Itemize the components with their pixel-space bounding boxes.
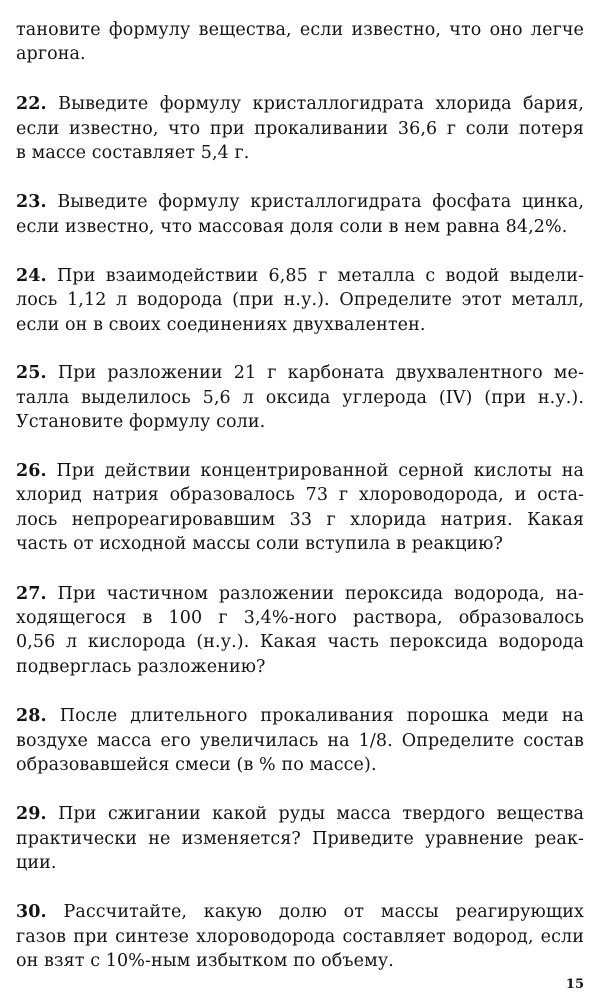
problem-27-line: подверглась разложению? (16, 657, 266, 677)
intro-line: тановите формулу вещества, если известно, что оно легче (16, 20, 584, 40)
problem-number: 26. (16, 461, 47, 481)
problem-number: 24. (16, 266, 47, 286)
problem-number: 28. (16, 706, 47, 726)
problem-text: При действии концентрированной серной кислоты на (56, 461, 584, 481)
problem-29-line: практически не изменяется? Приведите уравнение реак- (16, 829, 584, 849)
problem-30-line (16, 900, 584, 924)
problem-27-line: ходящегося в 100 г 3,4%-ного раствора, образовалось (16, 608, 584, 628)
problem-text: После длительного прокаливания порошка меди на (59, 706, 585, 726)
problem-30-line: газов при синтезе хлороводорода составляет водород, если (16, 927, 584, 947)
problem-26-line: лось непрореагировавшим 33 г хлорида натрия. Какая (16, 510, 584, 530)
problem-text: Рассчитайте, какую долю от массы реагирующих (63, 902, 584, 922)
problem-text: При частичном разложении пероксида водорода, на- (57, 584, 585, 604)
problem-26-line (16, 459, 584, 483)
problem-text: При взаимодействии 6,85 г металла с водой выдели- (57, 266, 584, 286)
problem-22-line: в массе составляет 5,4 г. (16, 143, 250, 163)
problem-number: 25. (16, 363, 47, 383)
problem-25-line: Установите формулу соли. (16, 412, 266, 432)
problem-number: 29. (16, 804, 47, 824)
intro-line: аргона. (16, 44, 86, 64)
problem-27-line: 0,56 л кислорода (н.у.). Какая часть пероксида водорода (16, 632, 584, 652)
problem-24-line: если он в своих соединениях двухвалентен. (16, 315, 426, 335)
problem-text: При сжигании какой руды масса твердого вещества (58, 804, 584, 824)
problem-number: 22. (16, 94, 47, 114)
problem-number: 27. (16, 584, 47, 604)
problem-text: Выведите формулу кристаллогидрата хлорида бария, (58, 94, 584, 114)
problem-number: 30. (16, 902, 47, 922)
page-number: 15 (565, 977, 584, 992)
problem-29-line: ции. (16, 853, 57, 873)
problem-22-line (16, 92, 584, 116)
problem-text: При разложении 21 г карбоната двухвалентного ме- (57, 363, 584, 383)
problem-25-line (16, 361, 584, 385)
problem-28-line: воздухе масса его увеличилась на 1/8. Определите состав (16, 731, 584, 751)
problem-27-line (16, 582, 584, 606)
problem-24-line (16, 264, 584, 288)
problem-29-line (16, 802, 584, 826)
problem-23-line: если известно, что массовая доля соли в нем равна 84,2%. (16, 217, 568, 237)
problem-26-line: часть от исходной массы соли вступила в реакцию? (16, 534, 503, 554)
problem-number: 23. (16, 192, 47, 212)
problem-30-line: он взят с 10%-ным избытком по объему. (16, 951, 394, 971)
problem-26-line: хлорид натрия образовалось 73 г хлороводорода, и оста- (16, 485, 584, 505)
problem-24-line: лось 1,12 л водорода (при н.у.). Определите этот металл, (16, 290, 584, 310)
problem-22-line: если известно, что при прокаливании 36,6 г соли потеря (16, 119, 584, 139)
problem-28-line: образовавшейся смеси (в % по массе). (16, 755, 377, 775)
problem-25-line: талла выделилось 5,6 л оксида углерода (IV) (при н.у.). (16, 388, 584, 408)
problem-28-line (16, 704, 584, 728)
problem-23-line (16, 190, 584, 214)
problem-text: Выведите формулу кристаллогидрата фосфата цинка, (57, 192, 584, 212)
